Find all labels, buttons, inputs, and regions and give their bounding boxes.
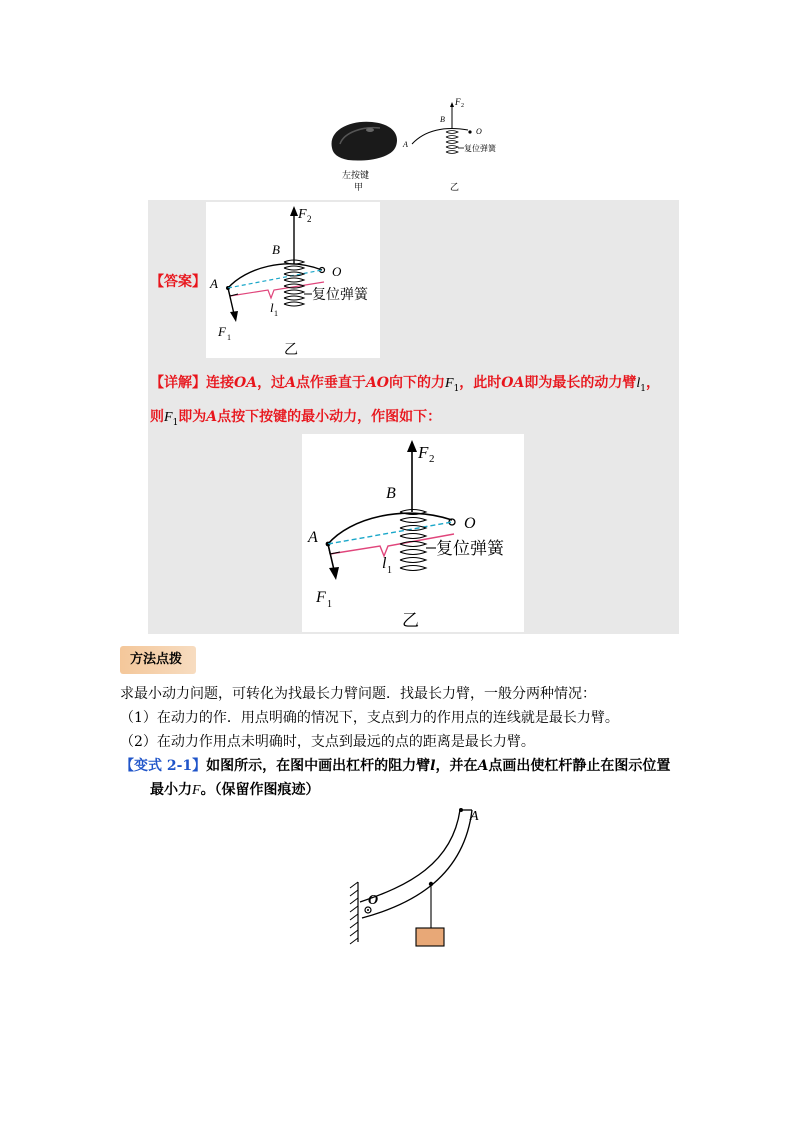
jia-label: 甲 bbox=[354, 183, 364, 192]
svg-text:B: B bbox=[440, 115, 445, 124]
mouse-label: 左按键 bbox=[342, 171, 370, 181]
svg-text:A: A bbox=[403, 140, 408, 149]
svg-text:F: F bbox=[455, 97, 461, 107]
answer-A: A bbox=[210, 276, 218, 291]
top-figure bbox=[320, 92, 520, 192]
lever-A: A bbox=[470, 809, 479, 824]
mouse-image bbox=[332, 122, 397, 161]
svg-text:O: O bbox=[476, 127, 482, 136]
svg-text:复位弹簧: 复位弹簧 bbox=[464, 144, 496, 153]
method-case-1: （1）在动力的作．用点明确的情况下，支点到力的作用点的连线就是最长力臂。 bbox=[120, 710, 619, 726]
answer-figure bbox=[206, 202, 380, 358]
variant-line-2: 最小力F。（保留作图痕迹） bbox=[150, 782, 320, 798]
answer-diagram bbox=[206, 202, 380, 358]
detail-figure bbox=[302, 434, 524, 632]
detail-l1: l bbox=[382, 555, 387, 572]
small-lever bbox=[402, 97, 497, 192]
method-intro: 求最小动力问题，可转化为找最长力臂问题．找最长力臂，一般分两种情况： bbox=[120, 686, 596, 702]
detail-B: B bbox=[386, 485, 396, 502]
answer-F2-sub: 2 bbox=[307, 214, 312, 224]
detail-l1-sub: 1 bbox=[387, 565, 392, 576]
answer-F1-sub: 1 bbox=[227, 333, 231, 342]
answer-F1: F bbox=[218, 324, 226, 339]
detail-F1: F bbox=[316, 589, 326, 606]
lever-O: O bbox=[368, 893, 379, 908]
weight-block bbox=[416, 928, 444, 946]
detail-F2: F bbox=[418, 443, 429, 462]
answer-O: O bbox=[332, 264, 342, 279]
detail-yi: 乙 bbox=[402, 611, 419, 631]
lever-diagram bbox=[348, 804, 508, 954]
answer-label: 【答案】 bbox=[150, 274, 206, 290]
answer-B: B bbox=[272, 242, 280, 257]
mouse-lever-diagram bbox=[320, 92, 520, 192]
detail-F2-sub: 2 bbox=[429, 453, 435, 465]
detail-A: A bbox=[308, 529, 318, 546]
detail-line-2: 则$F_1$即为A点按下按键的最小动力，作图如下： bbox=[150, 409, 442, 428]
method-badge-label: 方法点拨 bbox=[130, 652, 183, 667]
answer-yi: 乙 bbox=[284, 342, 298, 358]
answer-F2: F bbox=[298, 207, 307, 222]
answer-l1: l bbox=[270, 300, 274, 315]
svg-text:乙: 乙 bbox=[450, 183, 460, 192]
detail-spring: 复位弹簧 bbox=[436, 539, 504, 559]
svg-text:2: 2 bbox=[461, 103, 464, 109]
detail-F1-sub: 1 bbox=[327, 599, 332, 610]
variant-line-1: 【变式 2-1】如图所示，在图中画出杠杆的阻力臂l，并在A点画出使杠杆静止在图示位置 bbox=[120, 758, 671, 774]
detail-line-1: 【详解】连接OA，过A点作垂直于AO向下的力$F_1$，此时OA即为最长的动力臂$l_1$， bbox=[150, 375, 660, 394]
answer-l1-sub: 1 bbox=[274, 309, 278, 318]
method-case-2: （2）在动力作用点未明确时，支点到最远的点的距离是最长力臂。 bbox=[120, 734, 535, 750]
lever-figure bbox=[348, 804, 508, 954]
detail-O: O bbox=[464, 515, 476, 532]
answer-spring: 复位弹簧 bbox=[312, 287, 368, 303]
detail-diagram bbox=[302, 434, 524, 632]
